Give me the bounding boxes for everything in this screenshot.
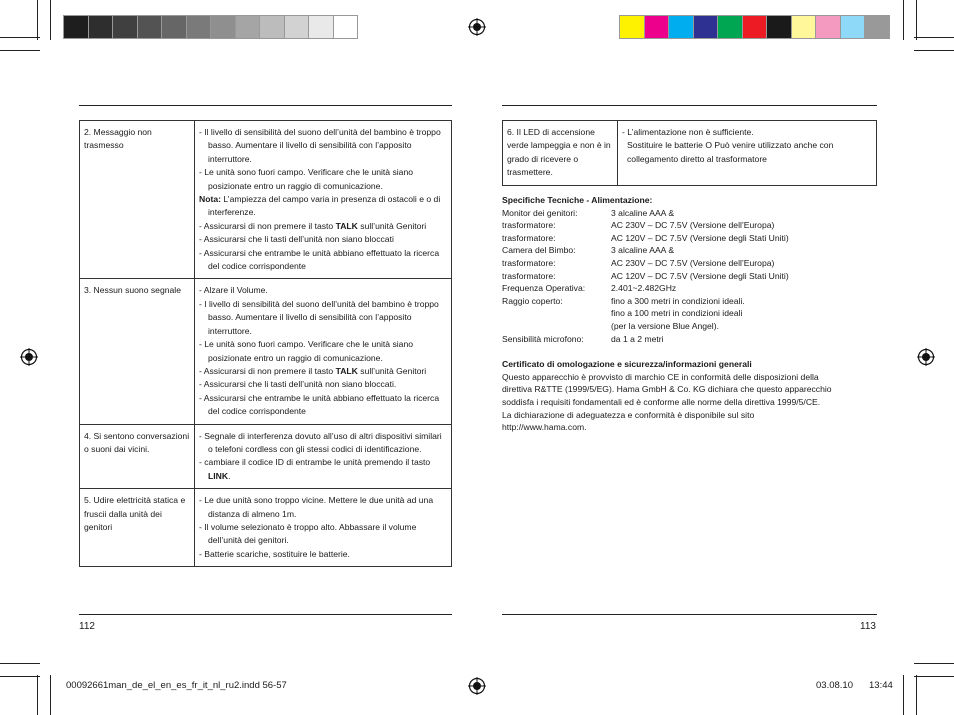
solution-item — [199, 166, 447, 220]
led-troubleshooting-table — [502, 120, 877, 186]
color-swatch — [63, 15, 89, 39]
table-row — [80, 279, 452, 424]
color-swatch — [88, 15, 114, 39]
problem-cell: 2. Messaggio non trasmesso — [80, 121, 195, 279]
solution-item — [199, 298, 447, 338]
solution-text: sull’unità Genitori — [357, 365, 427, 376]
crop-mark — [0, 663, 40, 664]
solution-cell — [195, 424, 452, 489]
note — [199, 193, 447, 220]
color-swatch — [112, 15, 138, 39]
registration-mark-icon — [917, 348, 935, 366]
color-swatch — [259, 15, 285, 39]
registration-mark-icon — [468, 677, 486, 695]
spec-row — [502, 333, 882, 346]
registration-mark-icon — [20, 348, 38, 366]
color-swatch — [717, 15, 743, 39]
button-name: TALK — [335, 220, 358, 231]
color-swatch — [644, 15, 670, 39]
spec-label: Frequenza Operativa: — [502, 283, 586, 294]
solution-item — [199, 548, 447, 561]
certification-heading: Certificato di omologazione e sicurezza/informazioni generali — [502, 359, 752, 370]
spec-value: AC 230V – DC 7.5V (Versione dell’Europa) — [611, 257, 775, 268]
footer-rule — [79, 614, 452, 615]
color-swatch — [815, 15, 841, 39]
spec-value: AC 230V – DC 7.5V (Versione dell’Europa) — [611, 220, 775, 231]
certification-text-line: http://www.hama.com. — [502, 422, 587, 433]
color-swatch — [235, 15, 261, 39]
crop-mark — [914, 37, 954, 38]
table-row — [80, 424, 452, 489]
spec-label: trasformatore: — [502, 257, 556, 268]
spec-value: 2.401~2.482GHz — [611, 283, 677, 294]
registration-mark-icon — [468, 18, 486, 36]
crop-mark — [0, 676, 40, 677]
solution-item — [199, 284, 447, 297]
spec-label — [502, 320, 611, 333]
crop-mark — [914, 50, 954, 51]
spec-row — [502, 232, 882, 245]
solution-item — [199, 247, 447, 274]
color-swatch — [668, 15, 694, 39]
color-swatch — [619, 15, 645, 39]
solution-text: - Assicurarsi che li tasti dell’unità non siano bloccati. — [199, 379, 397, 390]
solution-text: - Assicurarsi che li tasti dell’unità non siano bloccati — [199, 234, 394, 245]
spec-value: AC 120V – DC 7.5V (Versione degli Stati Uniti) — [611, 270, 789, 281]
crop-mark — [903, 675, 904, 715]
color-swatch — [284, 15, 310, 39]
crop-mark — [37, 0, 38, 40]
spec-row — [502, 295, 882, 308]
solution-text: - Alzare il Volume. — [199, 285, 268, 296]
crop-mark — [50, 675, 51, 715]
solution-text: - I livello di sensibilità del suono dell’unità del bambino è troppo basso. Aumentare il livello di sensibilità con l’apposito interruttore. — [199, 298, 439, 336]
table-row — [80, 489, 452, 567]
spec-value: AC 120V – DC 7.5V (Versione degli Stati Uniti) — [611, 232, 789, 243]
crop-mark — [0, 37, 40, 38]
problem-cell: 3. Nessun suono segnale — [80, 279, 195, 424]
crop-mark — [914, 663, 954, 664]
spec-value: 3 alcaline AAA & — [611, 207, 675, 218]
solution-text: - cambiare il codice ID di entrambe le unità premendo il tasto — [199, 457, 431, 468]
solution-item — [199, 392, 447, 419]
problem-cell: 6. Il LED di accensione verde lampeggia e non è in grado di ricevere o trasmettere. — [503, 121, 618, 186]
color-swatch — [161, 15, 187, 39]
solution-text: - Batterie scariche, sostituire le batterie. — [199, 548, 350, 559]
crop-mark — [50, 0, 51, 40]
spec-row — [502, 282, 882, 295]
certification-text-line: direttiva R&TTE (1999/5/EG). Hama GmbH & Co. KG dichiara che questo apparecchio — [502, 384, 832, 395]
solution-item — [199, 233, 447, 246]
solution-text: - Assicurarsi che entrambe le unità abbiano effettuato la ricerca del codice corrispondente — [199, 247, 440, 272]
solution-text: . — [228, 470, 231, 481]
troubleshooting-table — [79, 120, 452, 567]
solution-cell — [195, 489, 452, 567]
solution-text: - Assicurarsi di non premere il tasto — [199, 220, 336, 231]
spec-row — [502, 244, 882, 257]
solution-text: - Assicurarsi che entrambe le unità abbiano effettuato la ricerca del codice corrispondente — [199, 392, 440, 417]
certification-text-line: soddisfa i requisiti fondamentali ed è conforme alle norme della direttiva 1999/5/CE. — [502, 396, 821, 407]
color-swatch — [766, 15, 792, 39]
color-swatch — [210, 15, 236, 39]
spec-label — [502, 307, 611, 320]
spec-row — [502, 257, 882, 270]
slug-time: 13:44 — [869, 680, 893, 691]
solution-text: - Assicurarsi di non premere il tasto — [199, 365, 336, 376]
button-name: TALK — [335, 365, 358, 376]
solution-item — [199, 220, 447, 233]
solution-item — [199, 430, 447, 457]
solution-line: - L’alimentazione non è sufficiente. — [622, 127, 754, 137]
solution-cell — [195, 279, 452, 424]
solution-cell — [618, 121, 877, 186]
color-swatch — [308, 15, 334, 39]
spec-label: Camera del Bimbo: — [502, 245, 576, 256]
spec-row — [502, 320, 882, 333]
solution-text: - Le unità sono fuori campo. Verificare che le unità siano posizionate entro un raggio di comunicazione. — [199, 167, 414, 191]
solution-item — [199, 126, 447, 166]
color-swatch — [742, 15, 768, 39]
page-number: 113 — [860, 621, 876, 632]
spec-row — [502, 207, 882, 220]
certification-text-line: La dichiarazione di adeguatezza e conformità è disponibile sul sito — [502, 409, 755, 420]
solution-item — [199, 365, 447, 378]
solution-item — [199, 378, 447, 391]
solution-item — [199, 456, 447, 483]
spec-row — [502, 219, 882, 232]
solution-line: Sostituire le batterie O Può venire utilizzato anche con collegamento diretto al trasformatore — [627, 140, 834, 164]
specs-heading: Specifiche Tecniche - Alimentazione: — [502, 195, 653, 205]
table-row — [80, 121, 452, 279]
crop-mark — [903, 0, 904, 40]
spec-value: fino a 300 metri in condizioni ideali. — [611, 295, 745, 306]
color-swatch — [791, 15, 817, 39]
file-slug: 00092661man_de_el_en_es_fr_it_nl_ru2.indd 56-57 — [66, 680, 287, 691]
header-rule — [79, 105, 452, 106]
solution-cell — [195, 121, 452, 279]
solution-text: - Le unità sono fuori campo. Verificare che le unità siano posizionate entro un raggio di comunicazione. — [199, 339, 414, 363]
solution-text: - Le due unità sono troppo vicine. Mettere le due unità ad una distanza di almeno 1m. — [199, 495, 434, 519]
spec-label: Sensibilità microfono: — [502, 333, 584, 344]
spec-value: da 1 a 2 metri — [611, 333, 664, 344]
spec-label: trasformatore: — [502, 270, 556, 281]
crop-mark — [914, 676, 954, 677]
table-row — [503, 121, 877, 186]
page-number: 112 — [79, 621, 95, 632]
color-swatch — [864, 15, 890, 39]
button-name: LINK — [208, 470, 229, 481]
spec-row — [502, 307, 882, 320]
footer-rule — [502, 614, 877, 615]
spec-label: trasformatore: — [502, 232, 556, 243]
certification-text-line: Questo apparecchio è provvisto di marchio CE in conformità delle disposizioni della — [502, 371, 819, 382]
color-swatch — [137, 15, 163, 39]
spec-value: fino a 100 metri in condizioni ideali — [611, 308, 743, 319]
solution-item — [199, 521, 447, 548]
spec-label: Raggio coperto: — [502, 295, 563, 306]
solution-text: - Il livello di sensibilità del suono dell’unità del bambino è troppo basso. Aumentare il livello di sensibilità con l’apposito interruttore. — [199, 127, 441, 164]
technical-specifications — [502, 194, 882, 434]
header-rule — [502, 105, 877, 106]
problem-cell: 4. Si sentono conversazioni o suoni dai vicini. — [80, 424, 195, 489]
crop-mark — [0, 50, 40, 51]
crop-mark — [916, 0, 917, 40]
crop-mark — [37, 675, 38, 715]
spec-value: (per la versione Blue Angel). — [611, 320, 719, 331]
spec-row — [502, 270, 882, 283]
note-label: Nota: — [199, 194, 221, 205]
color-swatch — [840, 15, 866, 39]
note-text: L’ampiezza del campo varia in presenza di ostacoli e o di interferenze. — [208, 194, 441, 218]
crop-mark — [916, 675, 917, 715]
solution-text: sull’unità Genitori — [357, 220, 427, 231]
solution-item — [199, 494, 447, 521]
problem-cell: 5. Udire elettricità statica e fruscii dalla unità dei genitori — [80, 489, 195, 567]
color-swatch — [333, 15, 359, 39]
spec-value: 3 alcaline AAA & — [611, 245, 675, 256]
slug-date: 03.08.10 — [816, 680, 853, 691]
spec-label: trasformatore: — [502, 220, 556, 231]
color-swatch — [186, 15, 212, 39]
solution-item — [199, 338, 447, 365]
solution-text: - Segnale di interferenza dovuto all’uso di altri dispositivi similari o telefoni cordless con gli stessi codici di identificazione. — [199, 430, 442, 454]
solution-text: - Il volume selezionato è troppo alto. Abbassare il volume dell’unità dei genitori. — [199, 521, 417, 546]
spec-label: Monitor dei genitori: — [502, 207, 578, 218]
color-swatch — [693, 15, 719, 39]
